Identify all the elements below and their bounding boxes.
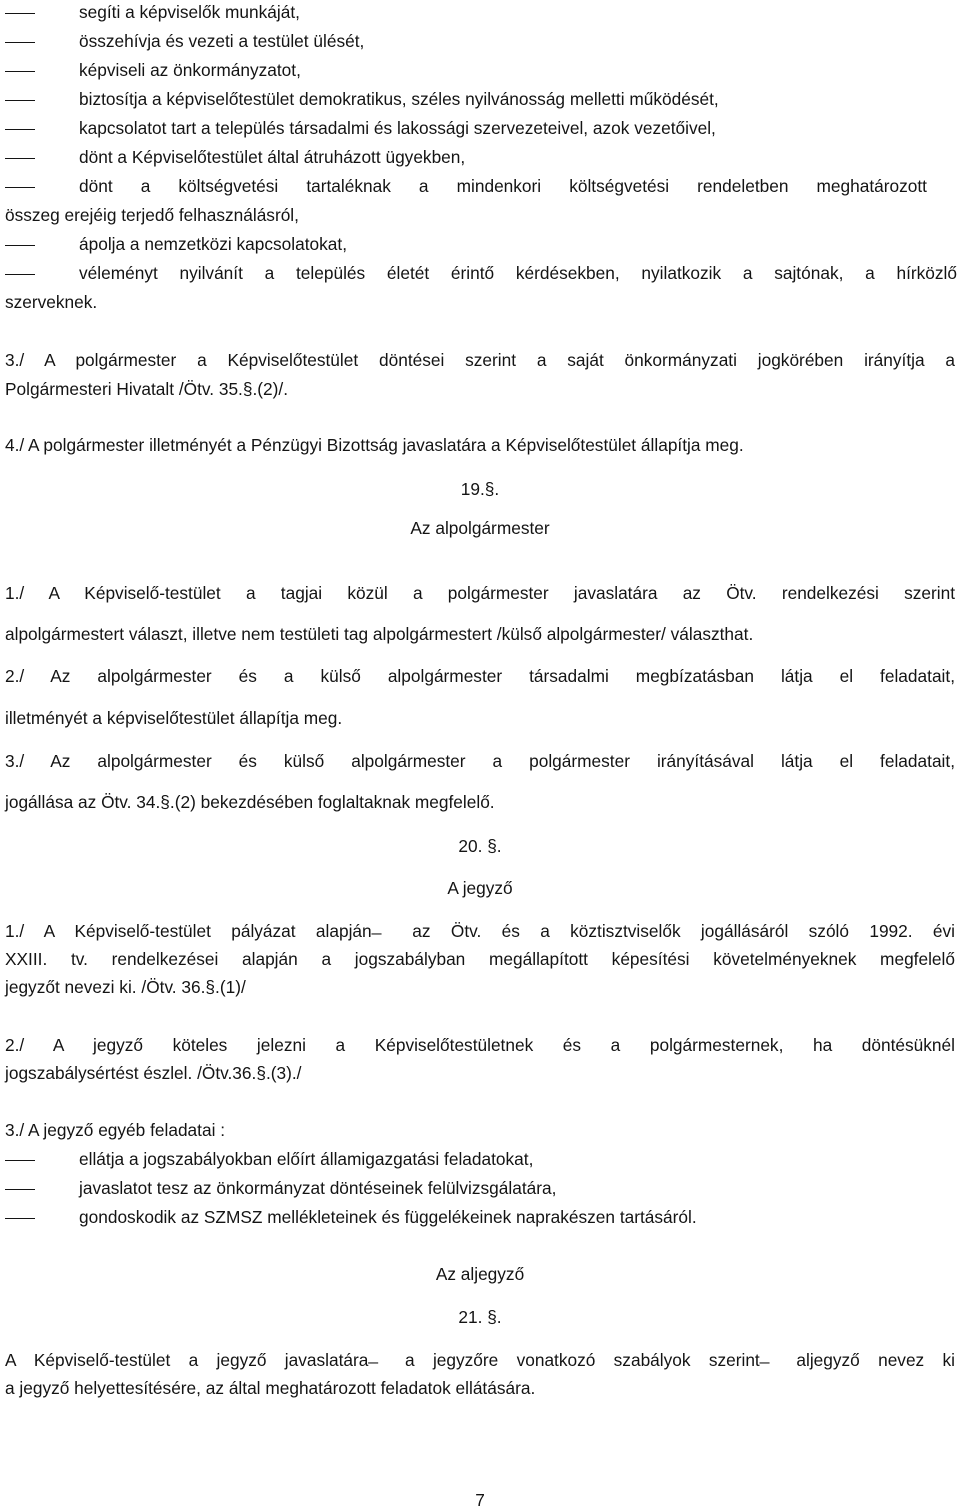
paragraph: 1./ A Képviselő-testület a tagjai közül a polgármester javaslatára az Ötv. rendelkezési szerint bbox=[5, 583, 955, 603]
page-number: 7 bbox=[475, 1490, 485, 1510]
section-title: Az alpolgármester bbox=[410, 518, 550, 538]
dash-bullet bbox=[5, 187, 35, 188]
list-item-text: ellátja a jogszabályokban előírt államigazgatási feladatokat, bbox=[79, 1149, 534, 1169]
paragraph-continuation: jogszabálysértést észlel. /Ötv.36.§.(3)./ bbox=[5, 1063, 302, 1083]
dash-bullet bbox=[5, 274, 35, 275]
list-item-continuation: szerveknek. bbox=[5, 292, 98, 312]
paragraph-continuation: alpolgármestert választ, illetve nem testületi tag alpolgármestert /külső alpolgármester/ választhat. bbox=[5, 624, 754, 644]
paragraph: A Képviselő-testület a jegyző javaslatára ̶ a jegyzőre vonatkozó szabályok szerint ̶ aljegyző nevez ki bbox=[5, 1350, 955, 1370]
section-number: 19.§. bbox=[460, 479, 500, 499]
paragraph: 4./ A polgármester illetményét a Pénzügyi Bizottság javaslatára a Képviselőtestület állapítja meg. bbox=[5, 435, 744, 455]
dash-bullet bbox=[5, 1218, 35, 1219]
paragraph-continuation: XXIII. tv. rendelkezései alapján a jogszabályban megállapított képesítési követelményeknek megfelelő bbox=[5, 949, 955, 969]
dash-bullet bbox=[5, 1189, 35, 1190]
paragraph: 2./ A jegyző köteles jelezni a Képviselőtestületnek és a polgármesternek, ha döntésüknél bbox=[5, 1035, 955, 1055]
section-number: 21. §. bbox=[458, 1307, 502, 1327]
paragraph-continuation: illetményét a képviselőtestület állapítja meg. bbox=[5, 708, 343, 728]
dash-bullet bbox=[5, 71, 35, 72]
paragraph: 3./ A polgármester a Képviselőtestület döntései szerint a saját önkormányzati jogkörében irányítja a bbox=[5, 350, 955, 370]
list-item-text: biztosítja a képviselőtestület demokratikus, széles nyilvánosság melletti működését, bbox=[79, 89, 719, 109]
list-item-text: kapcsolatot tart a település társadalmi és lakossági szervezeteivel, azok vezetőivel, bbox=[79, 118, 716, 138]
list-item-text: gondoskodik az SZMSZ mellékleteinek és függelékeinek naprakészen tartásáról. bbox=[79, 1207, 697, 1227]
paragraph-continuation: a jegyző helyettesítésére, az által meghatározott feladatok ellátására. bbox=[5, 1378, 536, 1398]
dash-bullet bbox=[5, 245, 35, 246]
paragraph: 1./ A Képviselő-testület pályázat alapján ̶ az Ötv. és a köztisztviselők jogállásáról szóló 1992. évi bbox=[5, 921, 955, 941]
paragraph-continuation: Polgármesteri Hivatalt /Ötv. 35.§.(2)/. bbox=[5, 379, 288, 399]
paragraph-continuation: jegyzőt nevezi ki. /Ötv. 36.§.(1)/ bbox=[5, 977, 246, 997]
dash-bullet bbox=[5, 100, 35, 101]
list-item-text: dönt a költségvetési tartaléknak a mindenkori költségvetési rendeletben meghatározott bbox=[79, 176, 927, 196]
list-item-text: dönt a Képviselőtestület által átruházott ügyekben, bbox=[79, 147, 466, 167]
paragraph: 3./ Az alpolgármester és külső alpolgármester a polgármester irányításával látja el feladatait, bbox=[5, 751, 955, 771]
list-item-text: képviseli az önkormányzatot, bbox=[79, 60, 301, 80]
list-item-text: segíti a képviselők munkáját, bbox=[79, 2, 300, 22]
list-item-continuation: összeg erejéig terjedő felhasználásról, bbox=[5, 205, 299, 225]
list-item-text: ápolja a nemzetközi kapcsolatokat, bbox=[79, 234, 348, 254]
list-item-text: összehívja és vezeti a testület ülését, bbox=[79, 31, 365, 51]
dash-bullet bbox=[5, 13, 35, 14]
list-item-text: véleményt nyilvánít a település életét érintő kérdésekben, nyilatkozik a sajtónak, a hírközlő bbox=[79, 263, 957, 283]
section-title: A jegyző bbox=[447, 878, 513, 898]
dash-bullet bbox=[5, 129, 35, 130]
paragraph: 2./ Az alpolgármester és a külső alpolgármester társadalmi megbízatásban látja el feladatait, bbox=[5, 666, 955, 686]
paragraph: 3./ A jegyző egyéb feladatai : bbox=[5, 1120, 226, 1140]
list-item-text: javaslatot tesz az önkormányzat döntéseinek felülvizsgálatára, bbox=[79, 1178, 557, 1198]
section-title: Az aljegyző bbox=[435, 1264, 525, 1284]
dash-bullet bbox=[5, 158, 35, 159]
section-number: 20. §. bbox=[458, 836, 502, 856]
dash-bullet bbox=[5, 42, 35, 43]
paragraph-continuation: jogállása az Ötv. 34.§.(2) bekezdésében foglaltaknak megfelelő. bbox=[5, 792, 495, 812]
dash-bullet bbox=[5, 1160, 35, 1161]
